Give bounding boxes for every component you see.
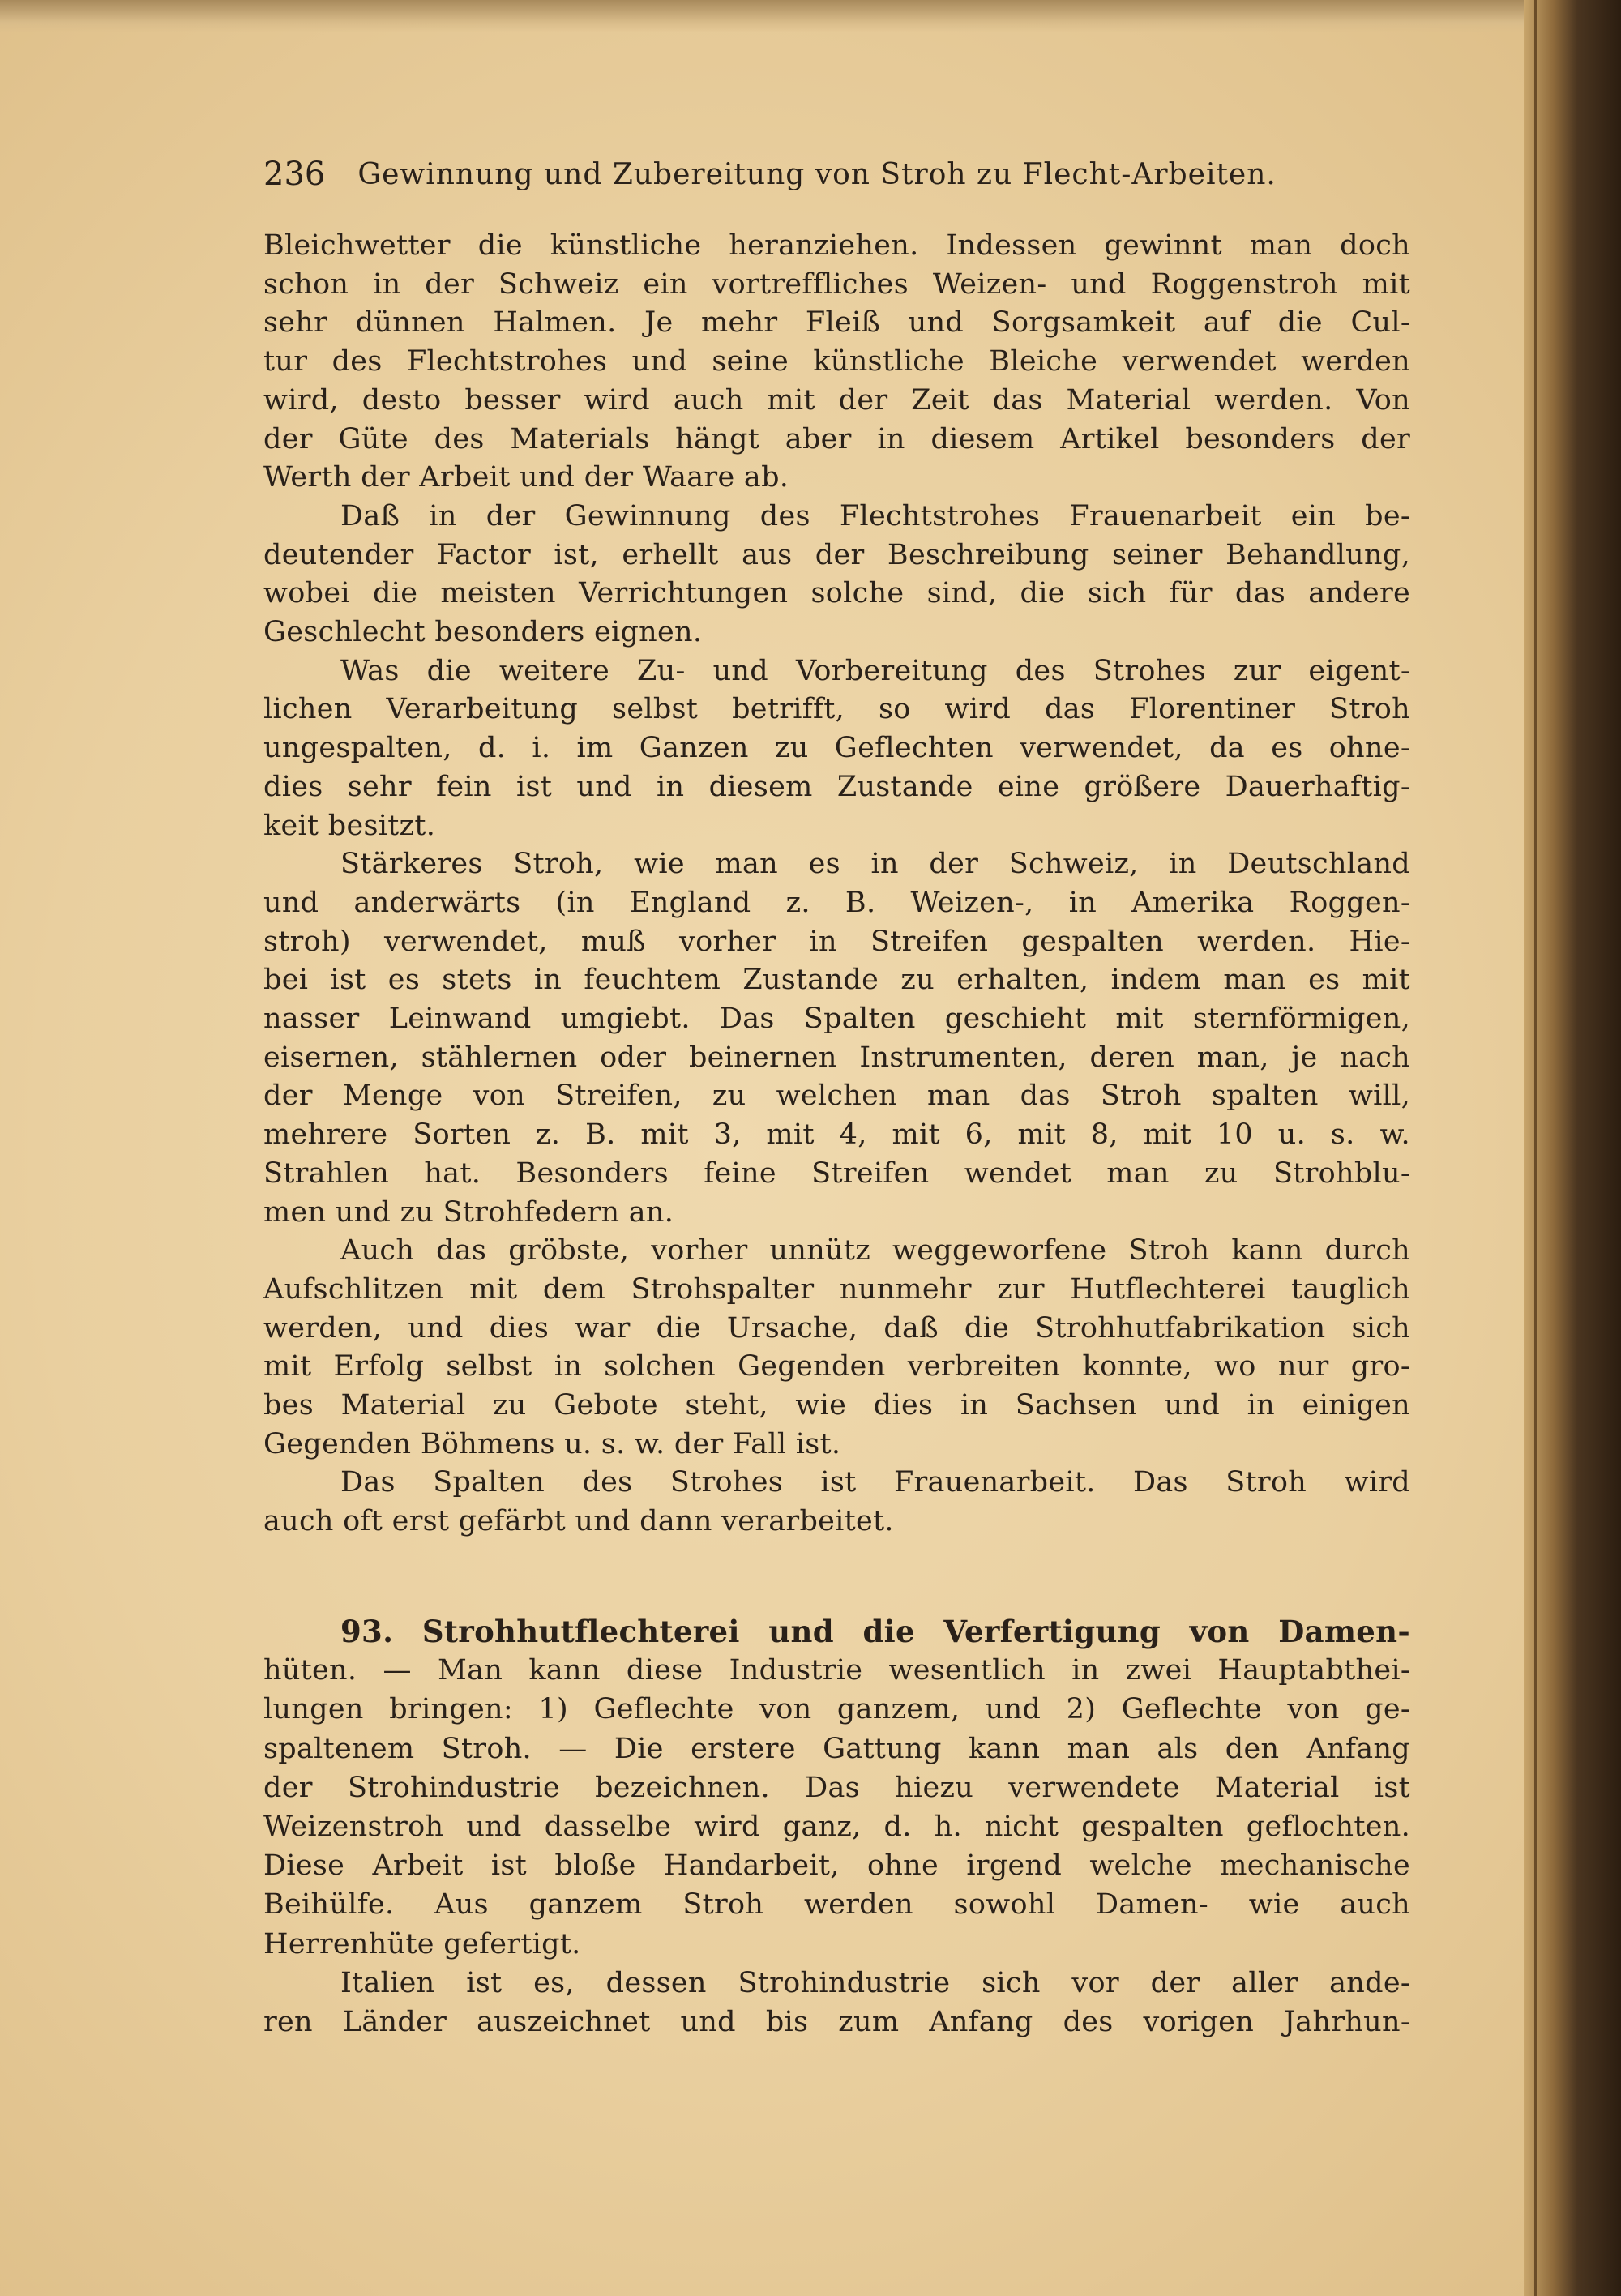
text-line: ren Länder auszeichnet und bis zum Anfang des vorigen Jahrhun- (263, 2006, 1410, 2038)
text-line: wird, desto besser wird auch mit der Zeit das Material werden. Von (263, 383, 1410, 417)
text-line: der Strohindustrie bezeichnen. Das hiezu verwendete Material ist (263, 1771, 1410, 1804)
page-edge-line (1534, 0, 1537, 2296)
text-line: Stärkeres Stroh, wie man es in der Schweiz, in Deutschland (340, 848, 1410, 881)
text-line: keit besitzt. (263, 809, 436, 842)
text-line: Italien ist es, dessen Strohindustrie sich vor der aller ande- (340, 1966, 1410, 1999)
text-line: sehr dünnen Halmen. Je mehr Fleiß und Sorgsamkeit auf die Cul- (263, 306, 1410, 340)
text-line: und anderwärts (in England z. B. Weizen-, in Amerika Roggen- (263, 886, 1410, 919)
page-number: 236 (263, 156, 326, 193)
text-line: hüten. — Man kann diese Industrie wesentlich in zwei Hauptabthei- (263, 1654, 1410, 1687)
book-spine-shadow (1524, 0, 1621, 2296)
text-line: Auch das gröbste, vorher unnütz weggeworfene Stroh kann durch (340, 1234, 1410, 1268)
text-line: tur des Flechtstrohes und seine künstliche Bleiche verwendet werden (263, 345, 1410, 378)
text-line: eisernen, stählernen oder beinernen Instrumenten, deren man, je nach (263, 1041, 1410, 1074)
text-line: lungen bringen: 1) Geflechte von ganzem, und 2) Geflechte von ge- (263, 1693, 1410, 1726)
text-line: deutender Factor ist, erhellt aus der Beschreibung seiner Behandlung, (263, 538, 1410, 571)
text-line: mit Erfolg selbst in solchen Gegenden verbreiten konnte, wo nur gro- (263, 1350, 1410, 1383)
text-line: Strahlen hat. Besonders feine Streifen wendet man zu Strohblu- (263, 1157, 1410, 1190)
text-line: auch oft erst gefärbt und dann verarbeitet. (263, 1505, 894, 1538)
text-line: Was die weitere Zu- und Vorbereitung des Strohes zur eigent- (340, 654, 1410, 687)
section-heading-line: 93. Strohhutflechterei und die Verfertigung von Damen- (340, 1614, 1410, 1649)
running-header (263, 154, 1410, 195)
text-line: wobei die meisten Verrichtungen solche sind, die sich für das andere (263, 577, 1410, 610)
text-line: Bleichwetter die künstliche heranziehen. Indessen gewinnt man doch (263, 229, 1410, 262)
text-line: Werth der Arbeit und der Waare ab. (263, 461, 789, 494)
text-line: mehrere Sorten z. B. mit 3, mit 4, mit 6, mit 8, mit 10 u. s. w. (263, 1118, 1410, 1152)
text-line: Gegenden Böhmens u. s. w. der Fall ist. (263, 1427, 841, 1460)
text-line: men und zu Strohfedern an. (263, 1195, 674, 1229)
text-line: dies sehr fein ist und in diesem Zustande eine größere Dauerhaftig- (263, 770, 1410, 803)
text-line: Diese Arbeit ist bloße Handarbeit, ohne irgend welche mechanische (263, 1849, 1410, 1883)
text-line: schon in der Schweiz ein vortreffliches Weizen- und Roggenstroh mit (263, 267, 1410, 301)
text-line: bei ist es stets in feuchtem Zustande zu erhalten, indem man es mit (263, 964, 1410, 997)
text-line: stroh) verwendet, muß vorher in Streifen gespalten werden. Hie- (263, 925, 1410, 958)
text-line: werden, und dies war die Ursache, daß die Strohhutfabrikation sich (263, 1311, 1410, 1345)
page-top-edge (0, 0, 1621, 32)
text-line: Beihülfe. Aus ganzem Stroh werden sowohl Damen- wie auch (263, 1888, 1410, 1922)
text-line: lichen Verarbeitung selbst betrifft, so wird das Florentiner Stroh (263, 693, 1410, 726)
text-line: nasser Leinwand umgiebt. Das Spalten geschieht mit sternförmigen, (263, 1003, 1410, 1035)
text-line: Weizenstroh und dasselbe wird ganz, d. h. nicht gespalten geflochten. (263, 1811, 1410, 1843)
text-line: bes Material zu Gebote steht, wie dies in Sachsen und in einigen (263, 1389, 1410, 1422)
text-line: ungespalten, d. i. im Ganzen zu Geflechten verwendet, da es ohne- (263, 732, 1410, 765)
running-title: Gewinnung und Zubereitung von Stroh zu Flecht-Arbeiten. (357, 157, 1277, 191)
text-line: Das Spalten des Strohes ist Frauenarbeit. Das Stroh wird (340, 1466, 1410, 1499)
text-line: Aufschlitzen mit dem Strohspalter nunmehr zur Hutflechterei tauglich (263, 1272, 1410, 1306)
text-line: spaltenem Stroh. — Die erstere Gattung kann man als den Anfang (263, 1732, 1410, 1765)
text-line: Daß in der Gewinnung des Flechtstrohes Frauenarbeit ein be- (340, 499, 1410, 532)
text-line: Geschlecht besonders eignen. (263, 616, 703, 648)
text-line: der Menge von Streifen, zu welchen man das Stroh spalten will, (263, 1080, 1410, 1113)
text-line: Herrenhüte gefertigt. (263, 1927, 581, 1960)
text-line: der Güte des Materials hängt aber in diesem Artikel besonders der (263, 422, 1410, 455)
